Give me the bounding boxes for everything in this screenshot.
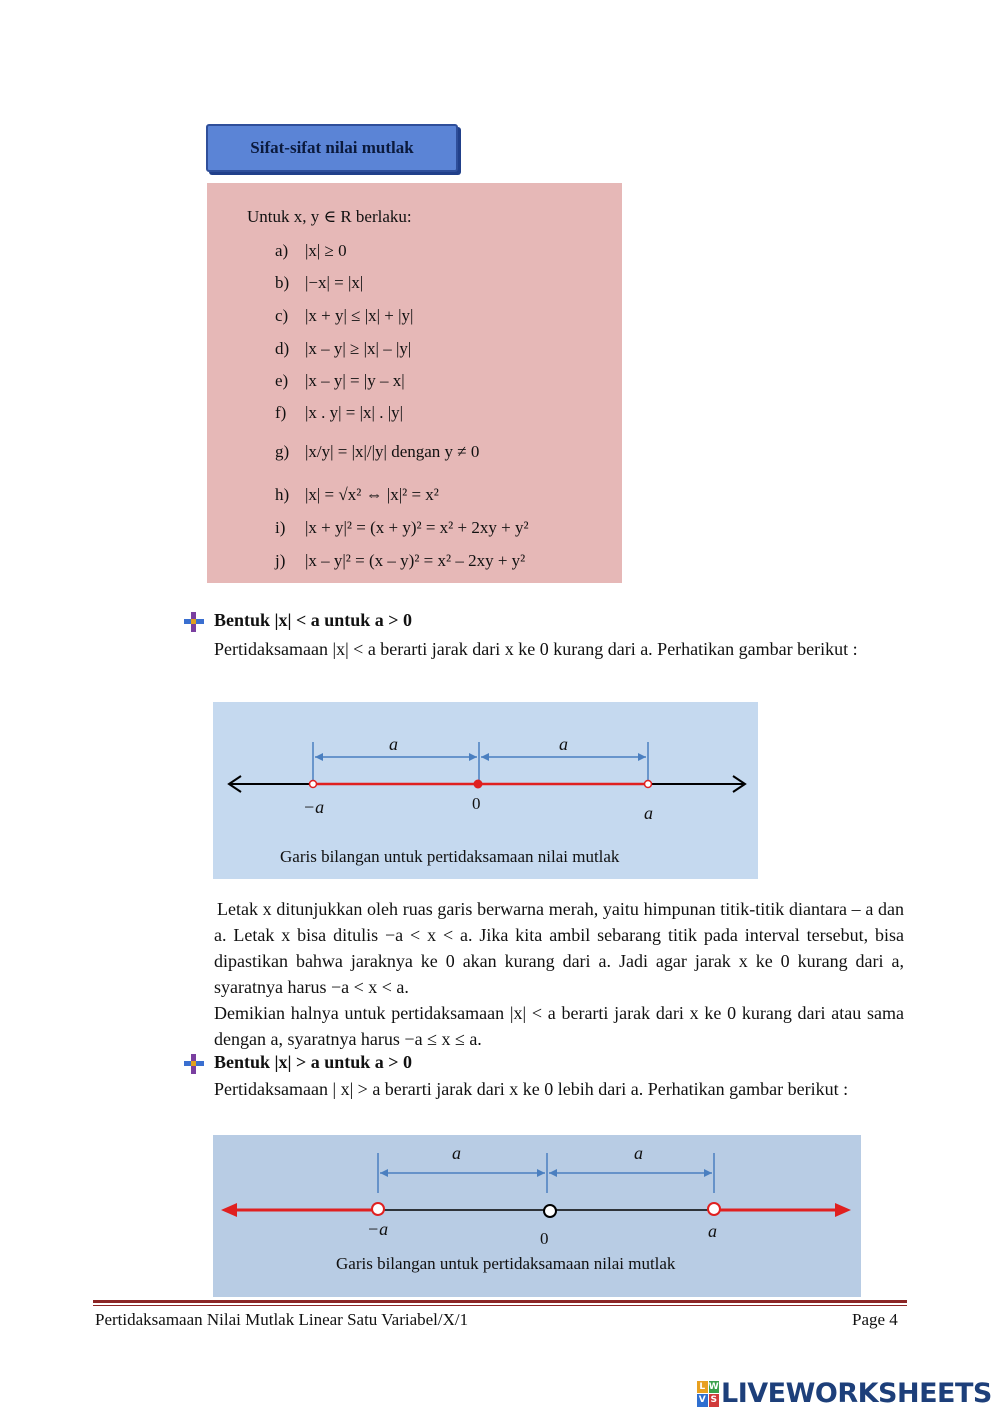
properties-box — [207, 183, 622, 583]
open-point-neg-a — [372, 1203, 384, 1215]
property-item: d) |x – y| ≥ |x| – |y| — [275, 339, 412, 358]
figure2-caption: Garis bilangan untuk pertidaksamaan nilai mutlak — [336, 1254, 676, 1273]
section1-paragraph: Pertidaksamaan |x| < a berarti jarak dari x ke 0 kurang dari a. Perhatikan gambar berikut : — [214, 639, 858, 659]
liveworksheets-logo — [697, 1378, 992, 1409]
section1-explanation-1: Letak x ditunjukkan oleh ruas garis berwarna merah, yaitu himpunan titik-titik diantara – a dan a. Letak x bisa ditulis −a < x < a. Jika kita ambil sebarang titik pada interval tersebut, bisa dipastikan bahwa jaraknya ke 0 akan kurang dari a. Jadi agar jarak x ke 0 kurang dari a, syaratnya harus −a < x < a. — [214, 899, 904, 997]
ray-arrow-right — [835, 1203, 851, 1217]
number-line-figure-1 — [213, 702, 758, 879]
open-point-neg-a — [310, 781, 317, 788]
section1-explanation-2: Demikian halnya untuk pertidaksamaan |x| < a berarti jarak dari x ke 0 kurang dari atau sama dengan a, syaratnya harus −a ≤ x ≤ a. — [214, 1003, 904, 1049]
property-item: g) |x/y| = |x|/|y| dengan y ≠ 0 — [275, 442, 480, 461]
distance-label-left: a — [452, 1143, 461, 1163]
tick-label-a: a — [708, 1221, 717, 1241]
property-item: f) |x . y| = |x| . |y| — [275, 403, 404, 422]
footer-title: Pertidaksamaan Nilai Mutlak Linear Satu Variabel/X/1 — [95, 1310, 469, 1329]
bullet-cross-icon — [183, 611, 205, 633]
logo-mark-icon: L W V S — [698, 1381, 719, 1405]
section-banner — [206, 124, 458, 172]
section2-paragraph: Pertidaksamaan | x| > a berarti jarak dari x ke 0 lebih dari a. Perhatikan gambar berikut : — [214, 1079, 849, 1099]
property-item: i) |x + y|² = (x + y)² = x² + 2xy + y² — [275, 518, 529, 537]
footer-rule — [93, 1300, 907, 1303]
banner-title: Sifat-sifat nilai mutlak — [250, 138, 414, 157]
property-item: j) |x – y|² = (x – y)² = x² – 2xy + y² — [275, 551, 526, 570]
property-item: a) |x| ≥ 0 — [275, 241, 347, 260]
number-line-figure-2 — [213, 1135, 861, 1297]
property-item: c) |x + y| ≤ |x| + |y| — [275, 306, 414, 325]
footer-rule-thin — [93, 1305, 907, 1306]
distance-label-right: a — [634, 1143, 643, 1163]
section1-heading: Bentuk |x| < a untuk a > 0 — [214, 610, 412, 630]
tick-label-neg-a: −a — [303, 797, 325, 817]
tick-label-a: a — [644, 803, 653, 823]
logo-text: LIVEWORKSHEETS — [721, 1378, 992, 1409]
tick-label-neg-a: −a — [367, 1219, 389, 1239]
property-item: h) |x| = √x² ⇔ |x|² = x² — [275, 485, 439, 504]
zero-point — [544, 1205, 556, 1217]
open-point-a — [708, 1203, 720, 1215]
figure1-caption: Garis bilangan untuk pertidaksamaan nilai mutlak — [280, 847, 620, 866]
bullet-cross-icon — [183, 1053, 205, 1075]
ray-arrow-left — [221, 1203, 237, 1217]
property-item: b) |−x| = |x| — [275, 273, 364, 292]
property-item: e) |x – y| = |y – x| — [275, 371, 405, 390]
page-number: Page 4 — [852, 1310, 898, 1329]
distance-label-left: a — [389, 734, 398, 754]
distance-label-right: a — [559, 734, 568, 754]
section2-heading: Bentuk |x| > a untuk a > 0 — [214, 1052, 412, 1072]
open-point-a — [645, 781, 652, 788]
properties-intro: Untuk x, y ∈ R berlaku: — [247, 207, 412, 226]
zero-point — [474, 780, 483, 789]
tick-label-zero: 0 — [472, 794, 481, 813]
tick-label-zero: 0 — [540, 1229, 549, 1248]
